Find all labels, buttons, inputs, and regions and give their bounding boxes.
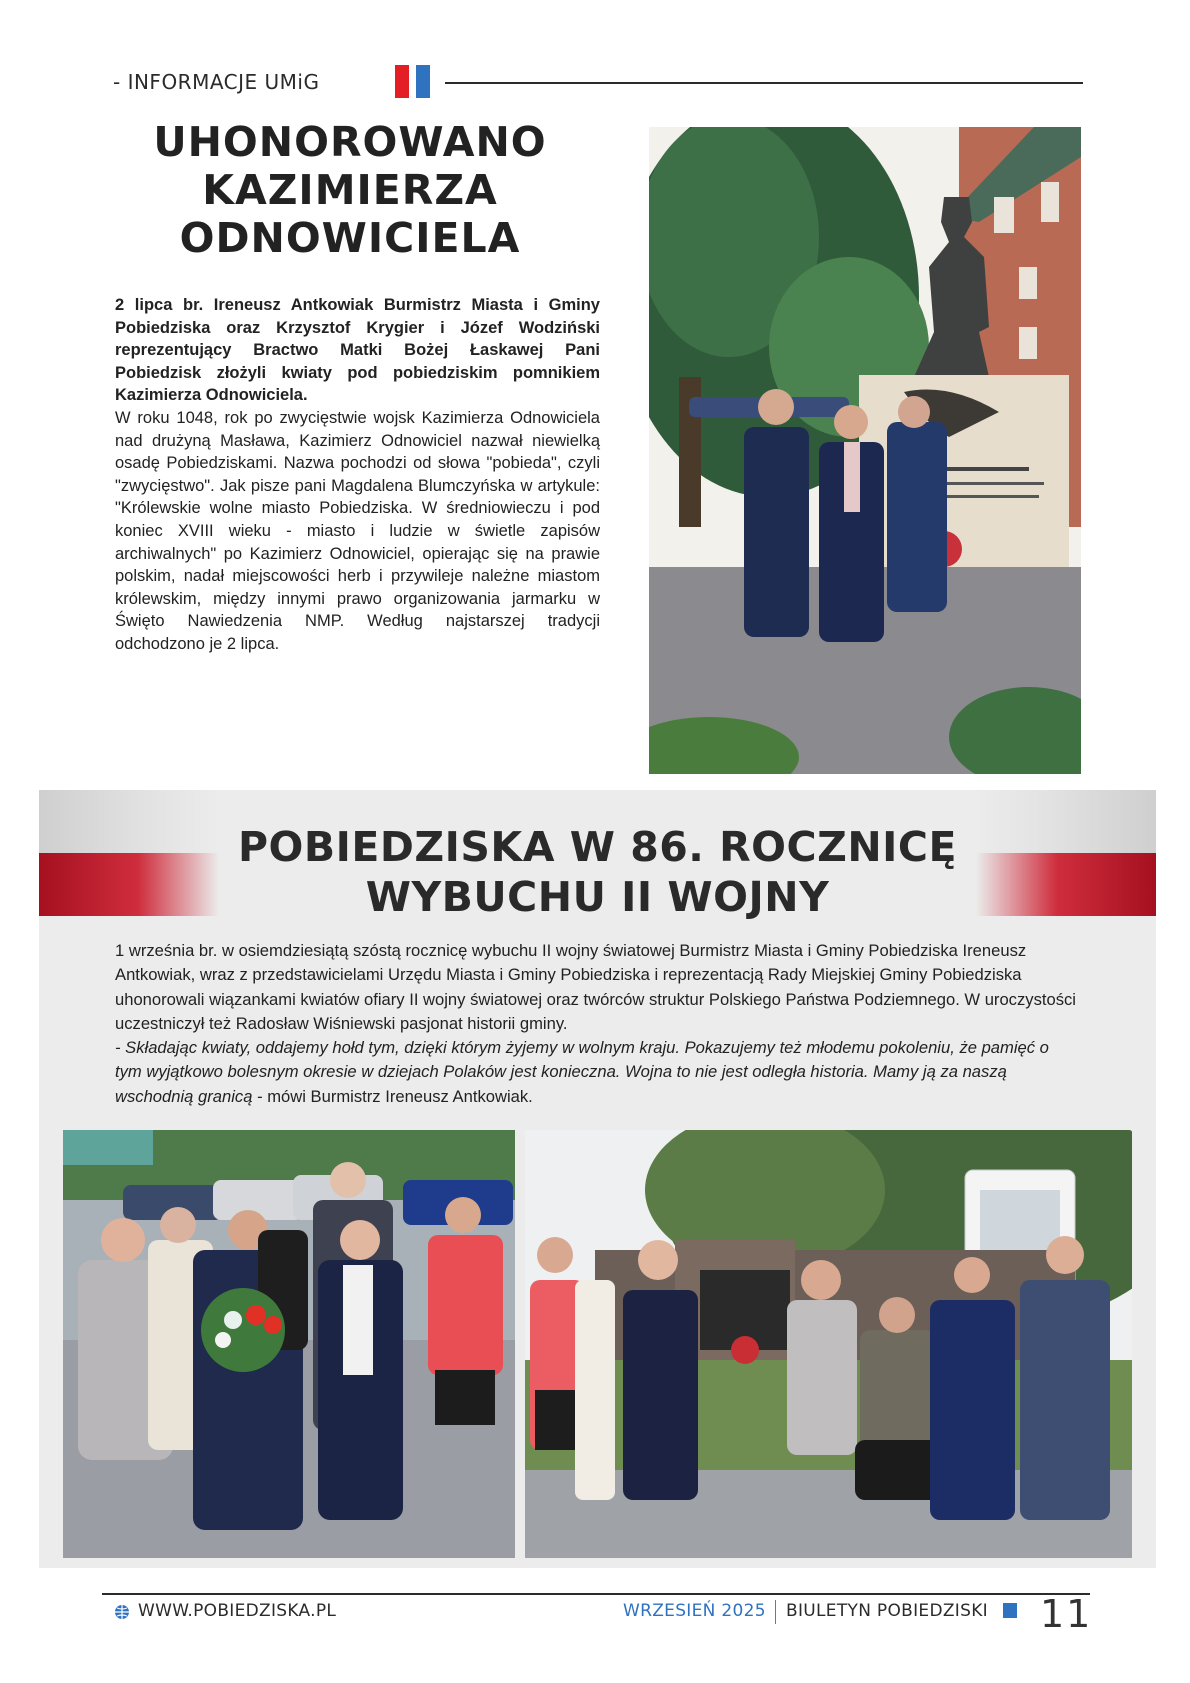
- article-2-body: [115, 939, 1080, 1109]
- square-icon: [1003, 1603, 1017, 1618]
- article-1-title: [110, 118, 590, 262]
- article-2-title: [180, 822, 1015, 922]
- publication-name: BIULETYN POBIEDZISKI: [786, 1601, 988, 1621]
- article-1-body: [115, 294, 600, 656]
- header-divider: [445, 82, 1083, 84]
- flag-blue-bar: [416, 65, 430, 98]
- page-number: 11: [1040, 1592, 1093, 1636]
- ceremony-photo-memorial: [525, 1130, 1132, 1558]
- globe-icon: [114, 1604, 130, 1620]
- article-1-lead: 2 lipca br. Ireneusz Antkowiak Burmistrz Miasta i Gminy Pobiedziska oraz Krzysztof Krygier i Józef Wodziński reprezentujący Bractwo Matki Bożej Łaskawej Pani Pobiedzisk złożyli kwiaty pod pobiedziskim pomnikiem Kazimierza Odnowiciela.: [115, 296, 600, 405]
- article-2-title-line: POBIEDZISKA W 86. ROCZNICĘ: [237, 823, 958, 871]
- article-2-text: 1 września br. w osiemdziesiątą szóstą rocznicę wybuchu II wojny światowej Burmistrz Miasta i Gminy Pobiedziska Ireneusz Antkowiak, wraz z przedstawicielami Urzędu Miasta i Gminy Pobiedziska i reprezentacją Rady Miejskiej Gminy Pobiedziska uhonorowali wiązankami kwiatów ofiary II wojny światowej oraz twórców struktur Polskiego Państwa Podziemnego. W uroczystości uczestniczył też Radosław Wiśniewski pasjonat historii gminy.: [115, 941, 1076, 1033]
- footer-divider: [102, 1593, 1090, 1595]
- website-link[interactable]: WWW.POBIEDZISKA.PL: [138, 1601, 337, 1621]
- flag-red-bar: [395, 65, 409, 98]
- article-2-attribution: - mówi Burmistrz Ireneusz Antkowiak.: [252, 1086, 533, 1106]
- article-2-title-line: WYBUCHU II WOJNY: [365, 873, 830, 921]
- monument-photo: [649, 127, 1081, 774]
- article-1-title-line: UHONOROWANO: [153, 118, 547, 166]
- article-1-text: W roku 1048, rok po zwycięstwie wojsk Kazimierza Odnowiciela nad drużyną Masława, Kazimierz Odnowiciel nazwał niewielką osadę Pobiedziskami. Nazwa pochodzi od słowa "pobieda", czyli "zwycięstwo". Jak pisze pani Magdalena Blumczyńska w artykule: "Królewskie wolne miasto Pobiedziska. W średniowieczu i pod koniec XVIII wieku - miasto i ludzie w świetle zapisów archiwalnych" po Kazimierz Odnowiciel, opierając się na prawie polskim, nadał miejscowości herb i przywileje należne miastom królewskim, między innymi prawo organizowania jarmarku w Święto Nawiedzenia NMP. Według najstarszej tradycji odchodzono je 2 lipca.: [115, 408, 600, 653]
- article-1-title-line: ODNOWICIELA: [179, 214, 521, 262]
- section-label: - INFORMACJE UMiG: [113, 70, 320, 94]
- ceremony-photo-flowers: [63, 1130, 515, 1558]
- footer-separator: [775, 1600, 776, 1624]
- issue-date: WRZESIEŃ 2025: [623, 1601, 766, 1621]
- article-2-quote: - Składając kwiaty, oddajemy hołd tym, dzięki którym żyjemy w wolnym kraju. Pokazujemy też młodemu pokoleniu, że pamięć o tym wyjątkowo bolesnym okresie w dziejach Polaków jest konieczna. Wojna to nie jest odległa historia. Mamy ją za naszą wschodnią granicą: [115, 1038, 1049, 1106]
- article-1-title-line: KAZIMIERZA: [202, 166, 498, 214]
